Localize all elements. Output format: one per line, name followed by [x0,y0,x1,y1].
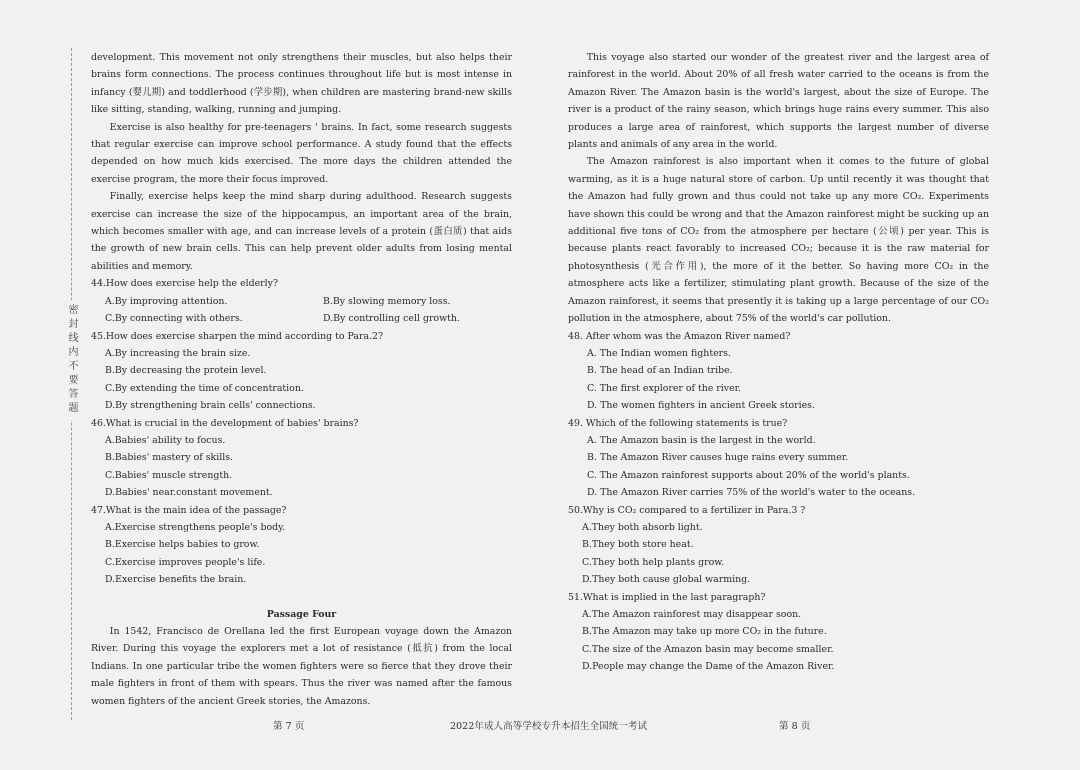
spacer [91,589,512,606]
option-a: A.By improving attention. [105,295,228,307]
option-c: C.Babies' muscle strength. [105,469,233,481]
option-b: B. The head of an Indian tribe. [587,365,733,377]
option-a: A.By increasing the brain size. [105,347,251,359]
option-d: D.Exercise benefits the brain. [105,574,247,586]
page-number-left: 第 7 页 [273,721,305,732]
option-c: C. The first explorer of the river. [587,382,742,394]
option-c: C.By extending the time of concentration. [105,382,304,394]
paragraph: This voyage also started our wonder of the greatest river and the largest area of rainforest in the world. About 20% of all fresh water carried to the oceans is from the Amazon River. The Amazon basin is the world's largest, about the size of Europe. The river is a product of the rainy season, which brings huge rains every summer. This also produces a large area of rainforest, which supports the largest number of diverse plants and animals of any area in the world. [568,52,989,151]
option-a: A.Babies' ability to focus. [105,434,226,446]
question-44: 44.How does exercise help the elderly? [91,278,278,290]
paragraph: The Amazon rainforest is also important when it comes to the future of global warming, as it is a huge natural store of carbon. Up until recently it was thought that the Amazon had fully grown and thus could not take up any more CO₂. Experiments have shown this could be wrong and that the Amazon rainforest might be sucking up an additional five tons of CO₂ from the atmosphere per hectare (公顷) per year. This is because plants react favorably to increased CO₂; because it is the raw material for photosynthesis (光合作用), the more of it the better. So having more CO₂ in the atmosphere acts like a fertilizer, stimulating plant growth. Because of the size of the Amazon rainforest, it seems that presently it is taking up a large percentage of our CO₂ pollution in the atmosphere, about 75% of the world's car pollution. [568,156,989,325]
option-a: A. The Amazon basin is the largest in the world. [587,434,816,446]
option-b: B. The Amazon River causes huge rains every summer. [587,452,849,464]
option-d: D.People may change the Dame of the Amazon River. [582,661,835,673]
option-b: B.By slowing memory loss. [323,295,451,307]
option-b: B.Exercise helps babies to grow. [105,539,260,551]
option-a: A.The Amazon rainforest may disappear soon. [582,609,802,620]
option-a: A.They both absorb light. [582,521,703,533]
option-b: B.They both store heat. [582,539,694,551]
option-d: D.By strengthening brain cells' connections. [105,400,316,412]
passage-title: Passage Four [266,608,337,620]
left-column [91,49,512,710]
option-d: D.They both cause global warming. [582,574,751,586]
paragraph: Finally, exercise helps keep the mind sharp during adulthood. Research suggests exercise can increase the size of the hippocampus, an important area of the brain, which becomes smaller with age, and can increase levels of a protein (蛋白质) that aids the growth of new brain cells. This can help prevent older adults from losing mental abilities and memory. [91,191,512,272]
option-d: D.Babies' near.constant movement. [105,487,273,499]
right-column [568,49,989,676]
option-c: C.Exercise improves people's life. [105,556,266,568]
seal-line-note: 密封线内不要答题 [61,300,81,420]
option-d: D. The Amazon River carries 75% of the world's water to the oceans. [587,487,916,499]
question-46: 46.What is crucial in the development of babies' brains? [91,417,359,429]
page-number-right: 第 8 页 [779,721,811,732]
option-a: A.Exercise strengthens people's body. [105,521,286,533]
question-50: 50.Why is CO₂ compared to a fertilizer in Para.3 ? [568,504,806,516]
option-a: A. The Indian women fighters. [587,347,731,359]
exam-title-footer: 2022年成人高等学校专升本招生全国统一考试 [449,721,648,732]
paragraph: Exercise is also healthy for pre-teenagers ' brains. In fact, some research suggests that regular exercise can improve school performance. A study found that the effects depended on how much kids exercised. The more days the children attended the exercise program, the more their focus improved. [91,121,512,185]
question-51: 51.What is implied in the last paragraph? [568,591,766,603]
option-c: C. The Amazon rainforest supports about 20% of the world's plants. [587,469,910,481]
option-b: B.By decreasing the protein level. [105,365,267,377]
option-c: C.They both help plants grow. [582,556,725,568]
option-b: B.Babies' mastery of skills. [105,452,233,464]
option-d: D. The women fighters in ancient Greek stories. [587,400,815,412]
question-45: 45.How does exercise sharpen the mind according to Para.2? [91,330,384,342]
question-44-options-row [105,293,512,310]
option-c: C.The size of the Amazon basin may become smaller. [582,643,834,655]
question-44-options-row [105,310,512,327]
paragraph: In 1542, Francisco de Orellana led the first European voyage down the Amazon River. During this voyage the explorers met a lot of resistance (抵抗) from the local Indians. In one particular tribe the women fighters were so fierce that they drove their male fighters in front of them with spears. Thus the river was named after the famous women fighters of the ancient Greek stories, the Amazons. [91,626,512,707]
paragraph: development. This movement not only strengthens their muscles, but also helps their brains form connections. The process continues throughout life but is most intense in infancy (婴儿期) and toddlerhood (学步期), when children are mastering brand-new skills like sitting, standing, walking, running and jumping. [91,52,512,116]
question-49: 49. Which of the following statements is true? [568,417,788,429]
question-48: 48. After whom was the Amazon River named? [568,330,791,342]
question-47: 47.What is the main idea of the passage? [91,504,287,516]
option-d: D.By controlling cell growth. [323,313,460,325]
option-b: B.The Amazon may take up more CO₂ in the future. [582,626,827,638]
option-c: C.By connecting with others. [105,313,243,325]
